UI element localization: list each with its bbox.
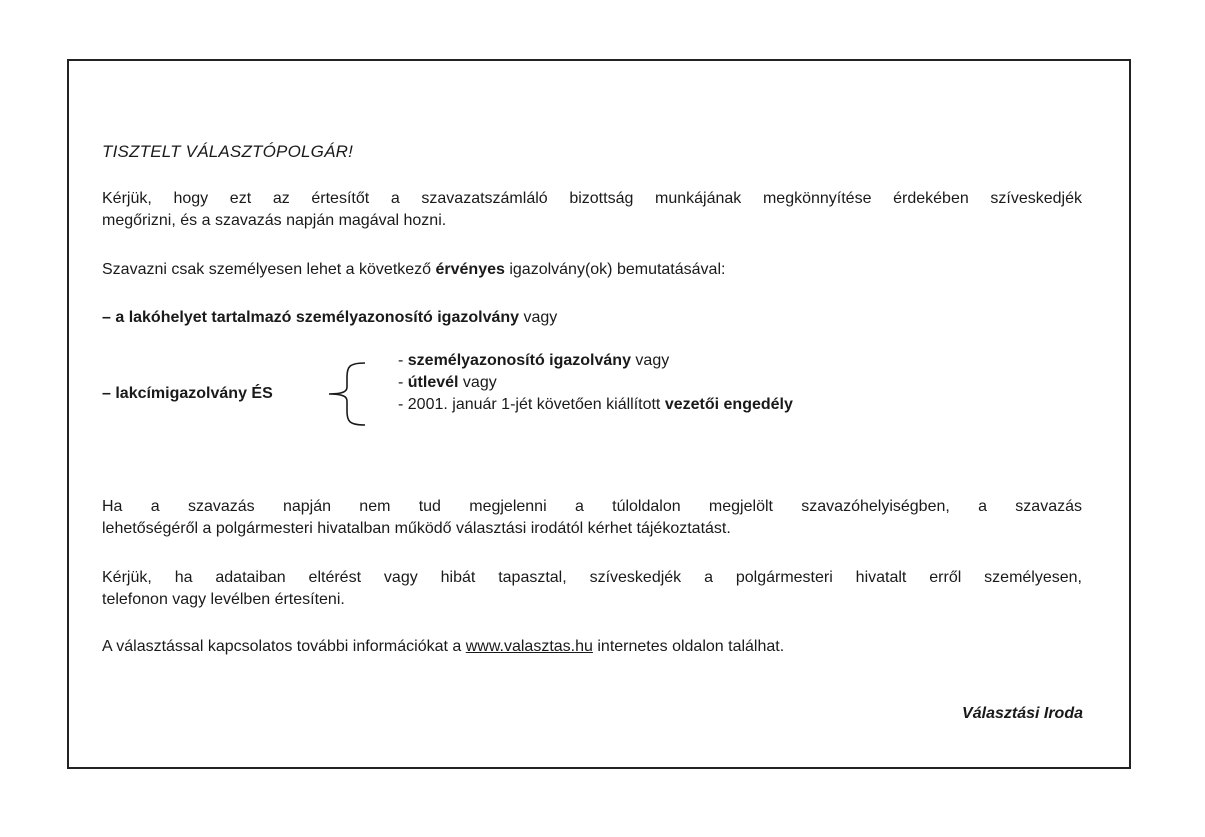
option1-bold: – a lakóhelyet tartalmazó személyazonosító igazolvány	[102, 309, 520, 326]
signature: Választási Iroda	[962, 705, 1083, 722]
option2-item: - személyazonosító igazolvány vagy	[398, 352, 670, 369]
para2	[102, 259, 725, 281]
para2-after: igazolvány(ok) bemutatásával:	[504, 261, 726, 278]
option1	[102, 307, 557, 329]
option1-after: vagy	[519, 309, 558, 326]
para1-line1: Kérjük, hogy ezt az értesítőt a szavazatszámláló bizottság munkájának megkönnyítése érdekében szíveskedjék	[102, 190, 1082, 207]
para2-bold: érvényes	[435, 261, 505, 278]
para4-line1: Kérjük, ha adataiban eltérést vagy hibát tapasztal, szíveskedjék a polgármesteri hivatalt erről személyesen,	[102, 569, 1082, 586]
curly-brace-icon	[325, 361, 369, 427]
para1-line2: megőrizni, és a szavazás napján magával hozni.	[102, 212, 447, 229]
para3-line1: Ha a szavazás napján nem tud megjelenni a túloldalon megjelölt szavazóhelyiségben, a szavazás	[102, 498, 1082, 515]
option2-label: – lakcímigazolvány ÉS	[102, 385, 273, 402]
option2-item: - 2001. január 1-jét követően kiállított vezetői engedély	[398, 396, 793, 413]
para2-before: Szavazni csak személyesen lehet a következő	[102, 261, 436, 278]
greeting: TISZTELT VÁLASZTÓPOLGÁR!	[102, 142, 354, 161]
para3-line2: lehetőségéről a polgármesteri hivatalban működő választási irodától kérhet tájékoztatást.	[102, 520, 731, 537]
para5: A választással kapcsolatos további információkat a www.valasztas.hu internetes oldalon találhat.	[102, 638, 785, 655]
option2-item: - útlevél vagy	[398, 374, 497, 391]
para4-line2: telefonon vagy levélben értesíteni.	[102, 591, 345, 608]
valasztas-link[interactable]: www.valasztas.hu	[465, 638, 593, 655]
